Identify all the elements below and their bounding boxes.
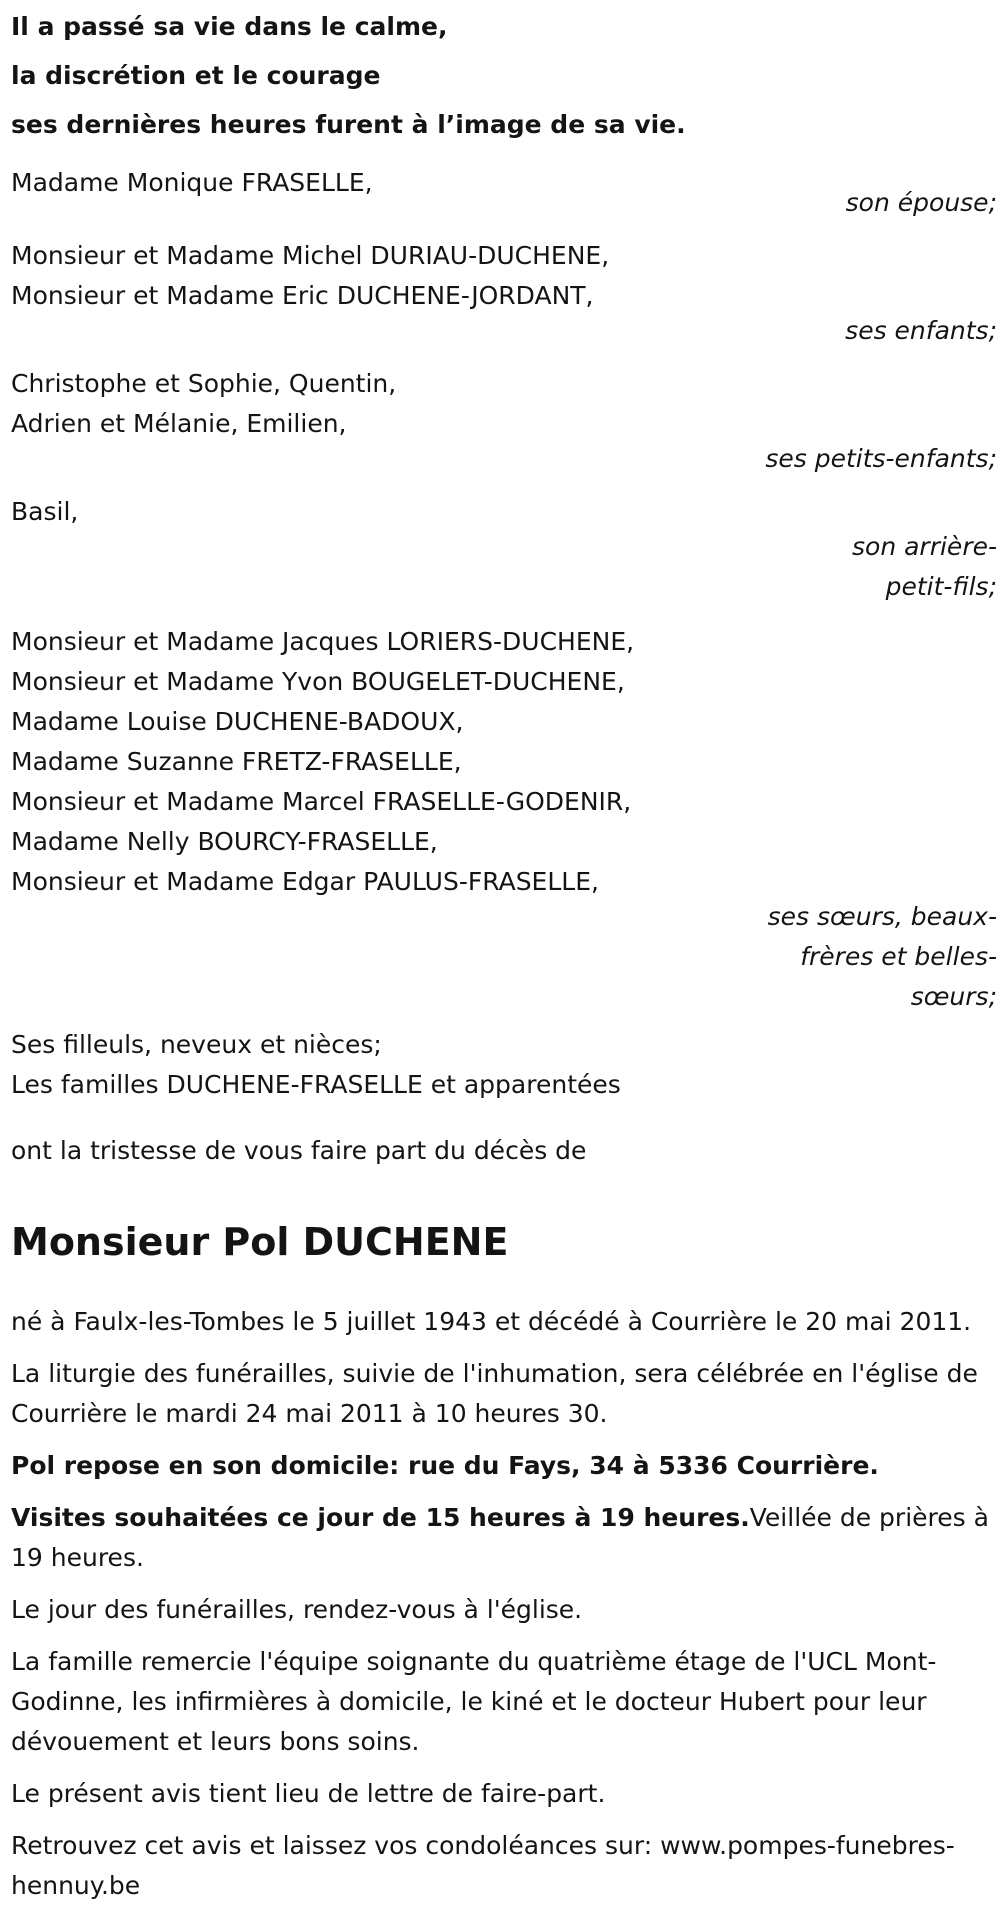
family-member: Monsieur et Madame Michel DURIAU-DUCHENE, (11, 241, 610, 270)
family-member: Madame Nelly BOURCY-FRASELLE, (11, 827, 438, 856)
extended-family-line: Ses filleuls, neveux et nièces; (11, 1030, 382, 1059)
family-member: Adrien et Mélanie, Emilien, (11, 409, 347, 438)
extended-family (11, 1025, 997, 1105)
obituary-page (11, 0, 997, 1918)
deceased-name: Monsieur Pol DUCHENE (11, 1220, 509, 1264)
family-member: Monsieur et Madame Edgar PAULUS-FRASELLE, (11, 867, 599, 896)
repose-info: Pol repose en son domicile: rue du Fays, 34 à 5336 Courrière. (11, 1451, 879, 1480)
liturgy-info: La liturgie des funérailles, suivie de l'inhumation, sera célébrée en l'église de Courrière le mardi 24 mai 2011 à 10 heures 30. (11, 1359, 978, 1428)
family-relation: ses sœurs, beaux-frères et belles-sœurs; (767, 902, 997, 1011)
visits-hours: Visites souhaitées ce jour de 15 heures à 19 heures. (11, 1503, 750, 1532)
family-relation: son arrière-petit-fils; (852, 532, 997, 601)
family-relation: ses petits-enfants; (765, 444, 997, 473)
family-group-spouse (11, 163, 997, 223)
vigil-info: Veillée de prières à 19 heures. (11, 1503, 989, 1572)
family-member: Basil, (11, 497, 79, 526)
family-member: Madame Suzanne FRETZ-FRASELLE, (11, 747, 462, 776)
announcement: ont la tristesse de vous faire part du décès de (11, 1136, 587, 1165)
family-member: Monsieur et Madame Marcel FRASELLE-GODENIR, (11, 787, 632, 816)
motto-line: Il a passé sa vie dans le calme, (11, 12, 448, 41)
family-relation: ses enfants; (845, 316, 997, 345)
extended-family-line: Les familles DUCHENE-FRASELLE et apparentées (11, 1070, 621, 1099)
family-group-siblings (11, 622, 997, 1017)
notice-text: Le présent avis tient lieu de lettre de faire-part. (11, 1779, 606, 1808)
family-member: Monsieur et Madame Jacques LORIERS-DUCHENE, (11, 627, 635, 656)
family-member: Madame Monique FRASELLE, (11, 168, 373, 197)
condolences-website: Retrouvez cet avis et laissez vos condoléances sur: www.pompes-funebres-hennuy.be (11, 1831, 955, 1900)
family-list (11, 163, 997, 1017)
motto-line: ses dernières heures furent à l’image de sa vie. (11, 110, 686, 139)
birth-death-info: né à Faulx-les-Tombes le 5 juillet 1943 et décédé à Courrière le 20 mai 2011. (11, 1307, 972, 1336)
family-member: Monsieur et Madame Eric DUCHENE-JORDANT, (11, 281, 594, 310)
funeral-day-info: Le jour des funérailles, rendez-vous à l'église. (11, 1595, 583, 1624)
family-group-children (11, 236, 997, 351)
family-group-great-grandson (11, 492, 997, 607)
family-member: Madame Louise DUCHENE-BADOUX, (11, 707, 464, 736)
family-group-grandchildren (11, 364, 997, 479)
thanks-text: La famille remercie l'équipe soignante du quatrième étage de l'UCL Mont-Godinne, les infirmières à domicile, le kiné et le docteur Hubert pour leur dévouement et leurs bons soins. (11, 1647, 937, 1756)
visits-info (11, 1498, 997, 1578)
motto-line: la discrétion et le courage (11, 61, 381, 90)
family-member: Christophe et Sophie, Quentin, (11, 369, 397, 398)
family-relation: son épouse; (845, 188, 997, 217)
motto (11, 2, 997, 149)
family-member: Monsieur et Madame Yvon BOUGELET-DUCHENE, (11, 667, 625, 696)
